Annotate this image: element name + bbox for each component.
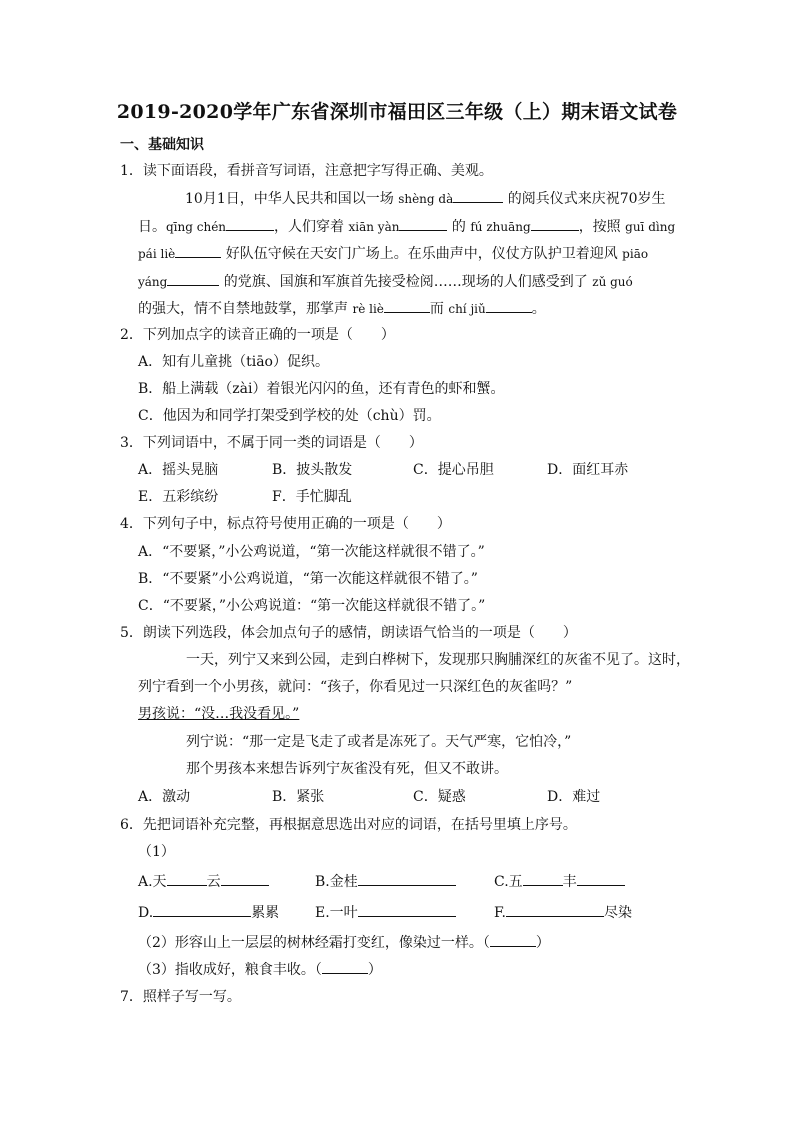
q5-passage-line-2: 列宁看到一个小男孩，就问：“孩子，你看见过一只深红色的灰雀吗？”: [138, 679, 573, 695]
answer-blank[interactable]: [322, 959, 368, 974]
q6-item-e: [315, 902, 456, 923]
pinyin: xiān yàn: [348, 220, 400, 234]
text: 的: [451, 219, 466, 235]
answer-blank[interactable]: [577, 871, 625, 886]
q5-option-d[interactable]: D．难过: [547, 789, 601, 805]
text: 的阅兵仪式来庆祝70岁生: [507, 191, 666, 207]
q6-item-f: [494, 902, 632, 923]
answer-blank[interactable]: [153, 902, 251, 917]
q1-passage-line-3: [138, 243, 648, 264]
question-3-stem: 3．下列词语中，不属于同一类的词语是（ ）: [120, 435, 423, 451]
q3-option-c[interactable]: C．提心吊胆: [413, 462, 494, 478]
text: C.五: [494, 874, 523, 890]
text: （2）形容山上一层层的树林经霜打变红，像染过一样。（: [138, 935, 490, 951]
q2-option-a[interactable]: A．知有儿童挑（tiāo）促织。: [138, 354, 329, 370]
q6-item-b: [315, 871, 456, 892]
q1-passage-line-1: [185, 188, 666, 209]
q4-option-b[interactable]: B．“不要紧”小公鸡说道，“第一次能这样就很不错了。”: [138, 571, 478, 587]
text: 的党旗、国旗和军旗首先接受检阅……现场的人们感受到了: [223, 274, 588, 290]
answer-blank[interactable]: [531, 216, 579, 231]
pinyin: chí jiǔ: [448, 302, 486, 316]
q5-option-c[interactable]: C．疑惑: [413, 789, 466, 805]
pinyin: fú zhuāng: [470, 220, 531, 234]
q2-option-b[interactable]: B．船上满载（zài）着银光闪闪的鱼，还有青色的虾和蟹。: [138, 381, 505, 397]
pinyin: rè liè: [352, 302, 384, 316]
q5-passage-line-3: 男孩说：“没…我没看见。”: [138, 706, 300, 722]
q6-sub-2: [138, 932, 550, 953]
q6-item-d: [138, 902, 279, 923]
answer-blank[interactable]: [384, 298, 430, 313]
answer-blank[interactable]: [226, 216, 274, 231]
q6-item-c: [494, 871, 625, 892]
text: 而: [429, 301, 444, 317]
q3-option-f[interactable]: F．手忙脚乱: [272, 489, 352, 505]
text: 累累: [251, 905, 280, 921]
q5-passage-line-1: 一天，列宁又来到公园，走到白桦树下，发现那只胸脯深红的灰雀不见了。这时，: [186, 652, 690, 668]
q6-item-a: [138, 871, 269, 892]
q5-passage-line-5: 那个男孩本来想告诉列宁灰雀没有死，但又不敢讲。: [186, 761, 508, 777]
text: B.金桂: [315, 874, 358, 890]
q3-option-d[interactable]: D．面红耳赤: [547, 462, 629, 478]
page-title: 2019-2020学年广东省深圳市福田区三年级（上）期末语文试卷: [116, 101, 678, 123]
answer-blank[interactable]: [399, 216, 447, 231]
q1-passage-line-2: [138, 216, 675, 237]
pinyin: pái liè: [138, 247, 176, 261]
question-6-stem: 6．先把词语补充完整，再根据意思选出对应的词语，在括号里填上序号。: [120, 817, 577, 833]
answer-blank[interactable]: [175, 243, 221, 258]
text: F.: [494, 905, 506, 921]
text: 10月1日，中华人民共和国以一场: [185, 191, 394, 207]
answer-blank[interactable]: [506, 902, 604, 917]
pinyin: qīng chén: [166, 220, 227, 234]
answer-blank[interactable]: [453, 188, 503, 203]
text: 云: [206, 874, 221, 890]
pinyin: zǔ guó: [592, 275, 633, 289]
text: A.天: [138, 874, 167, 890]
answer-blank[interactable]: [167, 271, 219, 286]
q1-passage-line-4: [138, 271, 633, 292]
answer-blank[interactable]: [358, 902, 456, 917]
q1-passage-line-5: [138, 298, 546, 319]
q6-sub-3: [138, 959, 382, 980]
question-5-stem: 5．朗读下列选段，体会加点句子的感情，朗读语气恰当的一项是（ ）: [120, 625, 577, 641]
question-1-stem: 1．读下面语段，看拼音写词语，注意把字写得正确、美观。: [120, 163, 493, 179]
answer-blank[interactable]: [358, 871, 456, 886]
text: 。: [531, 301, 546, 317]
question-7-stem: 7．照样子写一写。: [120, 989, 241, 1005]
text: ，人们穿着: [274, 219, 345, 235]
q6-sub-1-label: （1）: [138, 844, 175, 860]
q3-option-a[interactable]: A．摇头晃脑: [138, 462, 219, 478]
text: 的强大，情不自禁地鼓掌，那掌声: [138, 301, 348, 317]
q4-option-a[interactable]: A．“不要紧，”小公鸡说道，“第一次能这样就很不错了。”: [138, 544, 485, 560]
pinyin: guī dìng: [625, 220, 676, 234]
answer-blank[interactable]: [523, 871, 563, 886]
text: E.一叶: [315, 905, 358, 921]
answer-blank[interactable]: [486, 298, 532, 313]
section-heading: 一、基础知识: [120, 137, 204, 153]
question-2-stem: 2．下列加点字的读音正确的一项是（ ）: [120, 327, 395, 343]
text: ）: [535, 935, 550, 951]
q5-option-b[interactable]: B．紧张: [272, 789, 325, 805]
q4-option-c[interactable]: C．“不要紧，”小公鸡说道：“第一次能这样就很不错了。”: [138, 598, 486, 614]
text: 丰: [562, 874, 577, 890]
q5-passage-line-4: 列宁说：“那一定是飞走了或者是冻死了。天气严寒，它怕冷，”: [186, 734, 572, 750]
text: D.: [138, 905, 154, 921]
text: ）: [367, 962, 382, 978]
text: 日。: [138, 219, 166, 235]
text: 尽染: [603, 905, 632, 921]
pinyin: piāo: [622, 247, 649, 261]
answer-blank[interactable]: [490, 932, 536, 947]
text: （3）指收成好，粮食丰收。（: [138, 962, 322, 978]
pinyin: shèng dà: [398, 192, 454, 206]
q2-option-c[interactable]: C．他因为和同学打架受到学校的处（chù）罚。: [138, 408, 441, 424]
text: ，按照: [578, 219, 621, 235]
text: 好队伍守候在天安门广场上。在乐曲声中，仪仗方队护卫着迎风: [225, 246, 618, 262]
pinyin: yáng: [138, 275, 168, 289]
q3-option-b[interactable]: B．披头散发: [272, 462, 353, 478]
q5-option-a[interactable]: A．激动: [138, 789, 191, 805]
question-4-stem: 4．下列句子中，标点符号使用正确的一项是（ ）: [120, 516, 451, 532]
q3-option-e[interactable]: E．五彩缤纷: [138, 489, 219, 505]
answer-blank[interactable]: [167, 871, 207, 886]
answer-blank[interactable]: [221, 871, 269, 886]
